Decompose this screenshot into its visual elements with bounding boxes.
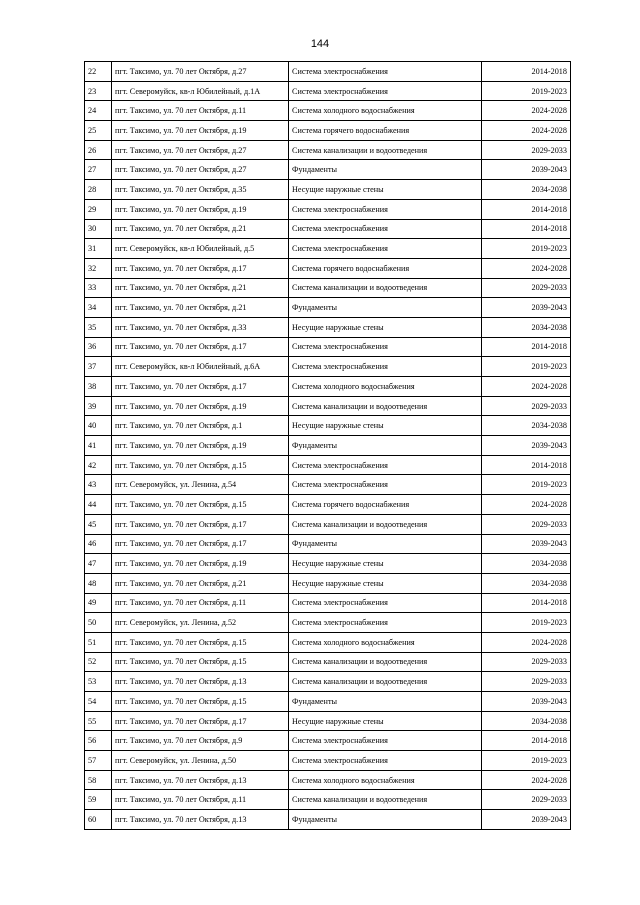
address-cell: пгт. Таксимо, ул. 70 лет Октября, д.17 xyxy=(112,711,289,731)
address-cell: пгт. Таксимо, ул. 70 лет Октября, д.13 xyxy=(112,770,289,790)
address-cell: пгт. Таксимо, ул. 70 лет Октября, д.15 xyxy=(112,495,289,515)
table-row xyxy=(85,810,571,830)
system-cell: Система электроснабжения xyxy=(289,455,482,475)
table-row xyxy=(85,731,571,751)
table-row xyxy=(85,534,571,554)
system-cell: Система канализации и водоотведения xyxy=(289,790,482,810)
table-row xyxy=(85,239,571,259)
row-number-cell: 35 xyxy=(85,317,112,337)
years-cell: 2034-2038 xyxy=(482,180,571,200)
years-cell: 2039-2043 xyxy=(482,436,571,456)
row-number-cell: 59 xyxy=(85,790,112,810)
system-cell: Система электроснабжения xyxy=(289,613,482,633)
row-number-cell: 34 xyxy=(85,298,112,318)
address-cell: пгт. Таксимо, ул. 70 лет Октября, д.15 xyxy=(112,455,289,475)
table-row xyxy=(85,514,571,534)
table-row xyxy=(85,554,571,574)
table-row xyxy=(85,160,571,180)
address-cell: пгт. Таксимо, ул. 70 лет Октября, д.17 xyxy=(112,534,289,554)
system-cell: Система канализации и водоотведения xyxy=(289,652,482,672)
address-cell: пгт. Таксимо, ул. 70 лет Октября, д.35 xyxy=(112,180,289,200)
row-number-cell: 27 xyxy=(85,160,112,180)
system-cell: Система электроснабжения xyxy=(289,337,482,357)
address-cell: пгт. Таксимо, ул. 70 лет Октября, д.21 xyxy=(112,219,289,239)
table-row xyxy=(85,711,571,731)
years-cell: 2024-2028 xyxy=(482,632,571,652)
table-row xyxy=(85,180,571,200)
system-cell: Система горячего водоснабжения xyxy=(289,495,482,515)
address-cell: пгт. Таксимо, ул. 70 лет Октября, д.15 xyxy=(112,632,289,652)
table-row xyxy=(85,258,571,278)
years-cell: 2039-2043 xyxy=(482,160,571,180)
address-cell: пгт. Таксимо, ул. 70 лет Октября, д.33 xyxy=(112,317,289,337)
row-number-cell: 28 xyxy=(85,180,112,200)
row-number-cell: 38 xyxy=(85,377,112,397)
system-cell: Система канализации и водоотведения xyxy=(289,396,482,416)
years-cell: 2024-2028 xyxy=(482,258,571,278)
table-row xyxy=(85,62,571,82)
system-cell: Фундаменты xyxy=(289,436,482,456)
table-row xyxy=(85,770,571,790)
years-cell: 2014-2018 xyxy=(482,455,571,475)
system-cell: Система электроснабжения xyxy=(289,81,482,101)
years-cell: 2029-2033 xyxy=(482,652,571,672)
row-number-cell: 52 xyxy=(85,652,112,672)
row-number-cell: 55 xyxy=(85,711,112,731)
row-number-cell: 39 xyxy=(85,396,112,416)
row-number-cell: 22 xyxy=(85,62,112,82)
table-row xyxy=(85,475,571,495)
row-number-cell: 43 xyxy=(85,475,112,495)
system-cell: Несущие наружные стены xyxy=(289,317,482,337)
address-cell: пгт. Таксимо, ул. 70 лет Октября, д.19 xyxy=(112,121,289,141)
table-row xyxy=(85,495,571,515)
row-number-cell: 51 xyxy=(85,632,112,652)
address-cell: пгт. Таксимо, ул. 70 лет Октября, д.15 xyxy=(112,652,289,672)
system-cell: Система холодного водоснабжения xyxy=(289,377,482,397)
years-cell: 2014-2018 xyxy=(482,219,571,239)
system-cell: Фундаменты xyxy=(289,810,482,830)
address-cell: пгт. Таксимо, ул. 70 лет Октября, д.27 xyxy=(112,140,289,160)
address-cell: пгт. Таксимо, ул. 70 лет Октября, д.27 xyxy=(112,62,289,82)
system-cell: Система канализации и водоотведения xyxy=(289,672,482,692)
years-cell: 2024-2028 xyxy=(482,770,571,790)
table-row xyxy=(85,140,571,160)
years-cell: 2019-2023 xyxy=(482,81,571,101)
row-number-cell: 44 xyxy=(85,495,112,515)
years-cell: 2029-2033 xyxy=(482,790,571,810)
address-cell: пгт. Северомуйск, ул. Ленина, д.54 xyxy=(112,475,289,495)
table-row xyxy=(85,436,571,456)
years-cell: 2029-2033 xyxy=(482,514,571,534)
row-number-cell: 31 xyxy=(85,239,112,259)
years-cell: 2024-2028 xyxy=(482,101,571,121)
table-row xyxy=(85,357,571,377)
years-cell: 2014-2018 xyxy=(482,731,571,751)
table-row xyxy=(85,632,571,652)
address-cell: пгт. Северомуйск, кв-л Юбилейный, д.5 xyxy=(112,239,289,259)
row-number-cell: 36 xyxy=(85,337,112,357)
years-cell: 2034-2038 xyxy=(482,317,571,337)
address-cell: пгт. Таксимо, ул. 70 лет Октября, д.21 xyxy=(112,298,289,318)
row-number-cell: 58 xyxy=(85,770,112,790)
table-row xyxy=(85,81,571,101)
row-number-cell: 40 xyxy=(85,416,112,436)
system-cell: Система электроснабжения xyxy=(289,731,482,751)
address-cell: пгт. Таксимо, ул. 70 лет Октября, д.27 xyxy=(112,160,289,180)
address-cell: пгт. Северомуйск, кв-л Юбилейный, д.6А xyxy=(112,357,289,377)
address-cell: пгт. Таксимо, ул. 70 лет Октября, д.19 xyxy=(112,436,289,456)
address-cell: пгт. Таксимо, ул. 70 лет Октября, д.21 xyxy=(112,573,289,593)
table-row xyxy=(85,613,571,633)
row-number-cell: 33 xyxy=(85,278,112,298)
row-number-cell: 48 xyxy=(85,573,112,593)
row-number-cell: 41 xyxy=(85,436,112,456)
system-cell: Фундаменты xyxy=(289,160,482,180)
row-number-cell: 25 xyxy=(85,121,112,141)
system-cell: Несущие наружные стены xyxy=(289,573,482,593)
row-number-cell: 24 xyxy=(85,101,112,121)
table-row xyxy=(85,219,571,239)
row-number-cell: 57 xyxy=(85,751,112,771)
address-cell: пгт. Таксимо, ул. 70 лет Октября, д.13 xyxy=(112,672,289,692)
years-cell: 2019-2023 xyxy=(482,239,571,259)
table-row xyxy=(85,317,571,337)
row-number-cell: 53 xyxy=(85,672,112,692)
address-cell: пгт. Таксимо, ул. 70 лет Октября, д.15 xyxy=(112,692,289,712)
years-cell: 2024-2028 xyxy=(482,377,571,397)
years-cell: 2034-2038 xyxy=(482,711,571,731)
years-cell: 2029-2033 xyxy=(482,672,571,692)
system-cell: Система электроснабжения xyxy=(289,357,482,377)
system-cell: Фундаменты xyxy=(289,298,482,318)
table-row xyxy=(85,652,571,672)
system-cell: Фундаменты xyxy=(289,692,482,712)
address-cell: пгт. Таксимо, ул. 70 лет Октября, д.11 xyxy=(112,593,289,613)
years-cell: 2039-2043 xyxy=(482,692,571,712)
address-cell: пгт. Северомуйск, кв-л Юбилейный, д.1А xyxy=(112,81,289,101)
row-number-cell: 26 xyxy=(85,140,112,160)
system-cell: Система горячего водоснабжения xyxy=(289,121,482,141)
table-row xyxy=(85,790,571,810)
row-number-cell: 60 xyxy=(85,810,112,830)
table-row xyxy=(85,278,571,298)
years-cell: 2014-2018 xyxy=(482,337,571,357)
years-cell: 2029-2033 xyxy=(482,278,571,298)
row-number-cell: 47 xyxy=(85,554,112,574)
years-cell: 2014-2018 xyxy=(482,199,571,219)
table-row xyxy=(85,593,571,613)
address-cell: пгт. Северомуйск, ул. Ленина, д.52 xyxy=(112,613,289,633)
address-cell: пгт. Таксимо, ул. 70 лет Октября, д.19 xyxy=(112,396,289,416)
system-cell: Система электроснабжения xyxy=(289,239,482,259)
system-cell: Несущие наружные стены xyxy=(289,554,482,574)
years-cell: 2034-2038 xyxy=(482,573,571,593)
system-cell: Система электроснабжения xyxy=(289,751,482,771)
table-row xyxy=(85,377,571,397)
page-number: 144 xyxy=(310,38,330,50)
table-row xyxy=(85,337,571,357)
years-cell: 2024-2028 xyxy=(482,495,571,515)
repair-schedule-table xyxy=(84,61,571,830)
table-row xyxy=(85,199,571,219)
address-cell: пгт. Таксимо, ул. 70 лет Октября, д.17 xyxy=(112,337,289,357)
address-cell: пгт. Таксимо, ул. 70 лет Октября, д.17 xyxy=(112,514,289,534)
address-cell: пгт. Таксимо, ул. 70 лет Октября, д.21 xyxy=(112,278,289,298)
address-cell: пгт. Таксимо, ул. 70 лет Октября, д.9 xyxy=(112,731,289,751)
address-cell: пгт. Таксимо, ул. 70 лет Октября, д.1 xyxy=(112,416,289,436)
row-number-cell: 50 xyxy=(85,613,112,633)
table-row xyxy=(85,416,571,436)
address-cell: пгт. Таксимо, ул. 70 лет Октября, д.19 xyxy=(112,554,289,574)
years-cell: 2034-2038 xyxy=(482,416,571,436)
table-row xyxy=(85,298,571,318)
system-cell: Несущие наружные стены xyxy=(289,711,482,731)
row-number-cell: 37 xyxy=(85,357,112,377)
system-cell: Система канализации и водоотведения xyxy=(289,278,482,298)
years-cell: 2029-2033 xyxy=(482,140,571,160)
system-cell: Система электроснабжения xyxy=(289,475,482,495)
row-number-cell: 23 xyxy=(85,81,112,101)
system-cell: Система электроснабжения xyxy=(289,593,482,613)
years-cell: 2039-2043 xyxy=(482,534,571,554)
system-cell: Система электроснабжения xyxy=(289,62,482,82)
row-number-cell: 29 xyxy=(85,199,112,219)
table-row xyxy=(85,672,571,692)
address-cell: пгт. Таксимо, ул. 70 лет Октября, д.11 xyxy=(112,101,289,121)
system-cell: Система горячего водоснабжения xyxy=(289,258,482,278)
table-row xyxy=(85,396,571,416)
address-cell: пгт. Северомуйск, ул. Ленина, д.50 xyxy=(112,751,289,771)
system-cell: Система холодного водоснабжения xyxy=(289,101,482,121)
years-cell: 2024-2028 xyxy=(482,121,571,141)
address-cell: пгт. Таксимо, ул. 70 лет Октября, д.17 xyxy=(112,377,289,397)
years-cell: 2019-2023 xyxy=(482,751,571,771)
address-cell: пгт. Таксимо, ул. 70 лет Октября, д.11 xyxy=(112,790,289,810)
table-row xyxy=(85,751,571,771)
row-number-cell: 32 xyxy=(85,258,112,278)
row-number-cell: 42 xyxy=(85,455,112,475)
system-cell: Система холодного водоснабжения xyxy=(289,632,482,652)
row-number-cell: 56 xyxy=(85,731,112,751)
system-cell: Несущие наружные стены xyxy=(289,416,482,436)
row-number-cell: 54 xyxy=(85,692,112,712)
address-cell: пгт. Таксимо, ул. 70 лет Октября, д.13 xyxy=(112,810,289,830)
address-cell: пгт. Таксимо, ул. 70 лет Октября, д.19 xyxy=(112,199,289,219)
table-row xyxy=(85,101,571,121)
row-number-cell: 49 xyxy=(85,593,112,613)
years-cell: 2019-2023 xyxy=(482,475,571,495)
years-cell: 2019-2023 xyxy=(482,613,571,633)
system-cell: Фундаменты xyxy=(289,534,482,554)
system-cell: Система электроснабжения xyxy=(289,219,482,239)
address-cell: пгт. Таксимо, ул. 70 лет Октября, д.17 xyxy=(112,258,289,278)
years-cell: 2019-2023 xyxy=(482,357,571,377)
table-row xyxy=(85,573,571,593)
years-cell: 2034-2038 xyxy=(482,554,571,574)
system-cell: Система электроснабжения xyxy=(289,199,482,219)
years-cell: 2039-2043 xyxy=(482,298,571,318)
system-cell: Система канализации и водоотведения xyxy=(289,514,482,534)
years-cell: 2039-2043 xyxy=(482,810,571,830)
years-cell: 2029-2033 xyxy=(482,396,571,416)
system-cell: Система канализации и водоотведения xyxy=(289,140,482,160)
system-cell: Система холодного водоснабжения xyxy=(289,770,482,790)
row-number-cell: 45 xyxy=(85,514,112,534)
row-number-cell: 30 xyxy=(85,219,112,239)
table-body xyxy=(85,62,571,830)
years-cell: 2014-2018 xyxy=(482,593,571,613)
table-row xyxy=(85,455,571,475)
years-cell: 2014-2018 xyxy=(482,62,571,82)
system-cell: Несущие наружные стены xyxy=(289,180,482,200)
table-row xyxy=(85,121,571,141)
row-number-cell: 46 xyxy=(85,534,112,554)
table-row xyxy=(85,692,571,712)
